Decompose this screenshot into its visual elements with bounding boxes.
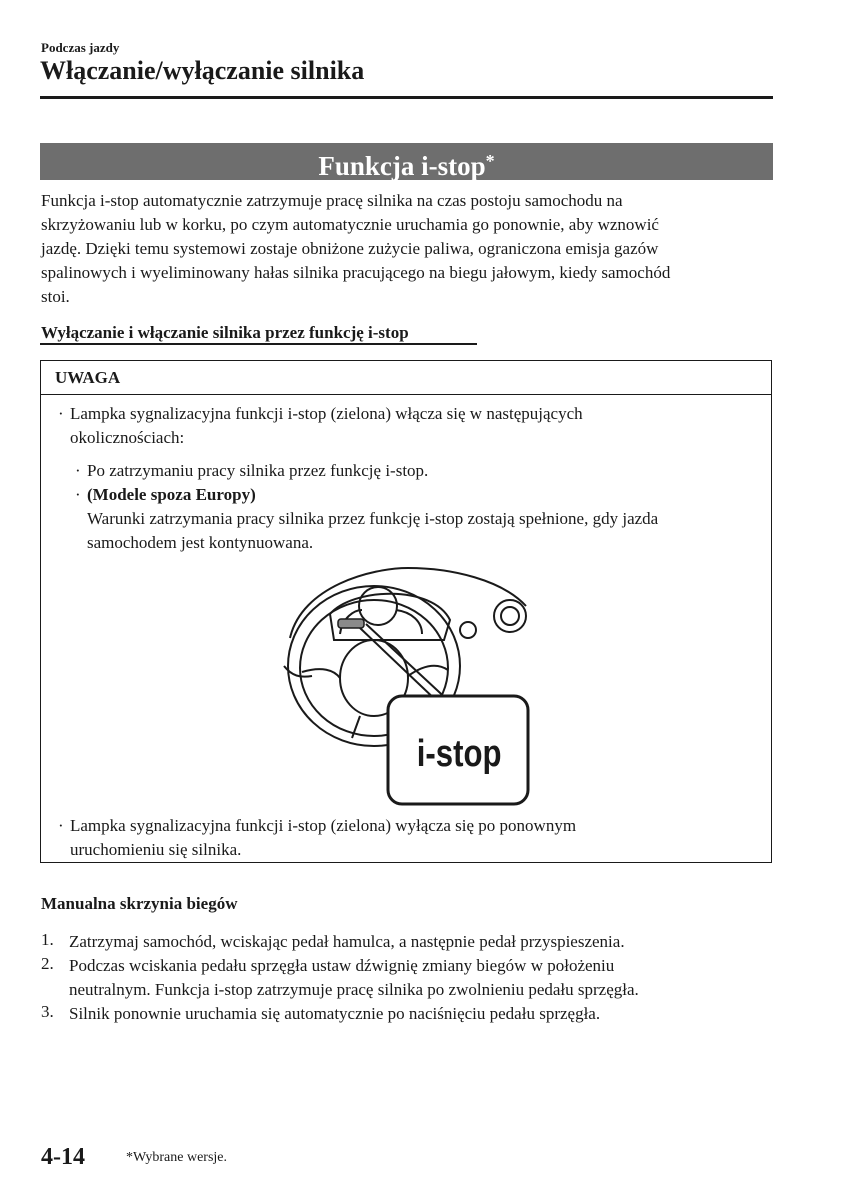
- intro-line: stoi.: [41, 287, 70, 306]
- intro-line: skrzyżowaniu lub w korku, po czym automatycznie uruchamia go ponownie, aby wznowić: [41, 215, 659, 234]
- vent-right-small: [460, 622, 476, 638]
- notice-subitem-heading: (Modele spoza Europy): [87, 485, 256, 504]
- subheading-rule: [40, 343, 477, 345]
- bullet: ·: [58, 816, 64, 835]
- step-number: 3.: [41, 1002, 54, 1021]
- feature-banner: [40, 143, 773, 180]
- notice-item-1: [70, 402, 760, 450]
- bullet: ·: [58, 404, 64, 423]
- notice-item-line: uruchomieniu się silnika.: [70, 840, 242, 859]
- intro-line: jazdę. Dzięki temu systemowi zostaje obniżone zużycie paliwa, ograniczona emisja gazów: [41, 239, 659, 258]
- intro-paragraph: [41, 189, 776, 309]
- step-text: Zatrzymaj samochód, wciskając pedał hamulca, a następnie pedał przyspieszenia.: [69, 932, 625, 951]
- intro-line: spalinowych i wyeliminowany hałas silnika pracującego na biegu jałowym, kiedy samochód: [41, 263, 671, 282]
- step-line: Podczas wciskania pedału sprzęgła ustaw dźwignię zmiany biegów w położeniu: [69, 956, 615, 975]
- step-text: Silnik ponownie uruchamia się automatycznie po naciśnięciu pedału sprzęgła.: [69, 1004, 601, 1023]
- notice-subitem-2: [87, 483, 767, 555]
- banner-title: Funkcja i-stop: [318, 151, 486, 181]
- section-label: Podczas jazdy: [41, 40, 120, 55]
- step-number: 2.: [41, 954, 54, 973]
- spoke-right: [408, 666, 448, 676]
- gauge-tachometer: [359, 587, 397, 625]
- footnote: *Wybrane wersje.: [126, 1150, 228, 1165]
- notice-subitem-1: Po zatrzymaniu pracy silnika przez funkcję i-stop.: [87, 461, 429, 480]
- intro-line: Funkcja i-stop automatycznie zatrzymuje pracę silnika na czas postoju samochodu na: [41, 191, 623, 210]
- subheading: Wyłączanie i włączanie silnika przez funkcję i-stop: [41, 323, 409, 342]
- bullet: ·: [75, 461, 81, 480]
- manual-gearbox-heading: Manualna skrzynia biegów: [41, 894, 238, 913]
- istop-callout-label: i-stop: [416, 733, 502, 775]
- notice-subitem-line: samochodem jest kontynuowana.: [87, 533, 314, 552]
- istop-indicator-lamp: [338, 619, 364, 628]
- step-line: neutralnym. Funkcja i-stop zatrzymuje pracę silnika po zwolnieniu pedału sprzęgła.: [69, 980, 639, 999]
- notice-item-line: okolicznościach:: [70, 428, 185, 447]
- step-text: [69, 954, 769, 1002]
- notice-item-line: Lampka sygnalizacyjna funkcji i-stop (zielona) wyłącza się po ponownym: [70, 816, 577, 835]
- notice-subitem-line: Warunki zatrzymania pracy silnika przez funkcję i-stop zostają spełnione, gdy jazda: [87, 509, 659, 528]
- notice-title: UWAGA: [41, 361, 771, 395]
- notice-item-2: [70, 814, 760, 862]
- vent-right-outer: [494, 600, 526, 632]
- title-rule: [40, 96, 773, 99]
- steering-wheel-illustration: [282, 566, 534, 806]
- vent-right-inner: [501, 607, 519, 625]
- bullet: ·: [75, 485, 81, 504]
- notice-item-line: Lampka sygnalizacyjna funkcji i-stop (zielona) włącza się w następujących: [70, 404, 583, 423]
- dashboard-outline: [290, 568, 526, 638]
- step-number: 1.: [41, 930, 54, 949]
- page-title: Włączanie/wyłączanie silnika: [40, 56, 365, 85]
- page-number: 4-14: [41, 1144, 85, 1170]
- banner-asterisk: *: [485, 151, 495, 171]
